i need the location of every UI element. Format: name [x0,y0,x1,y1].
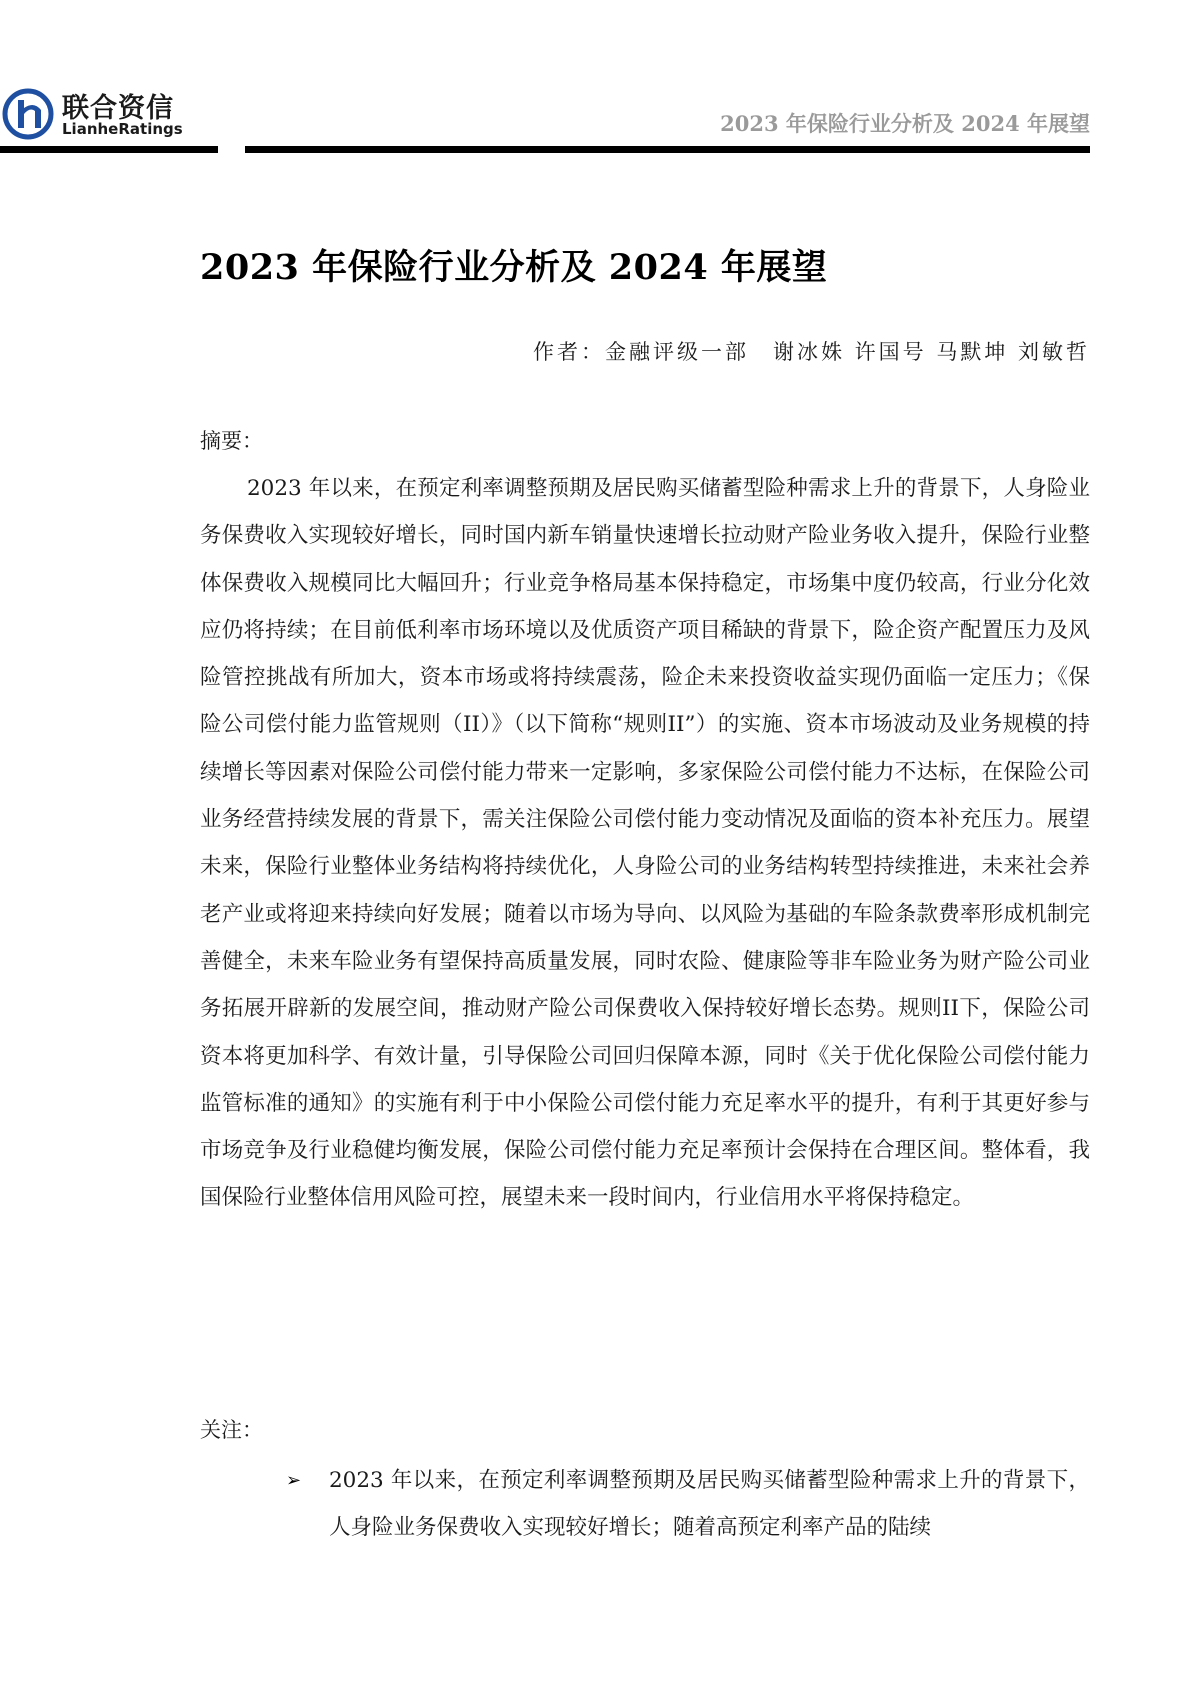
lianhe-ratings-logo [2,88,202,142]
abstract-label: 摘要： [200,429,263,453]
list-item [286,1457,1090,1551]
logo-english-text: LianheRatings [62,120,183,138]
page-header [0,0,1200,160]
focus-list [286,1457,1090,1551]
focus-item-text: 2023 年以来，在预定利率调整预期及居民购买储蓄型险种需求上升的背景下，人身险业务保费收入实现较好增长；随着高预定利率产品的陆续 [329,1468,1090,1540]
header-rule-right [245,146,1090,153]
abstract-paragraph: 2023 年以来，在预定利率调整预期及居民购买储蓄型险种需求上升的背景下，人身险业务保费收入实现较好增长，同时国内新车销量快速增长拉动财产险业务收入提升，保险行业整体保费收入规模同比大幅回升；行业竞争格局基本保持稳定，市场集中度仍较高，行业分化效应仍将持续；在目前低利率市场环境以及优质资产项目稀缺的背景下，险企资产配置压力及风险管控挑战有所加大，资本市场或将持续震荡，险企未来投资收益实现仍面临一定压力；《保险公司偿付能力监管规则（II）》（以下简称“规则II”）的实施、资本市场波动及业务规模的持续增长等因素对保险公司偿付能力带来一定影响，多家保险公司偿付能力不达标，在保险公司业务经营持续发展的背景下，需关注保险公司偿付能力变动情况及面临的资本补充压力。展望未来，保险行业整体业务结构将持续优化，人身险公司的业务结构转型持续推进，未来社会养老产业或将迎来持续向好发展；随着以市场为导向、以风险为基础的车险条款费率形成机制完善健全，未来车险业务有望保持高质量发展，同时农险、健康险等非车险业务为财产险公司业务拓展开辟新的发展空间，推动财产险公司保费收入保持较好增长态势。规则II下，保险公司资本将更加科学、有效计量，引导保险公司回归保障本源，同时《关于优化保险公司偿付能力监管标准的通知》的实施有利于中小保险公司偿付能力充足率水平的提升，有利于其更好参与市场竞争及行业稳健均衡发展，保险公司偿付能力充足率预计会保持在合理区间。整体看，我国保险行业整体信用风险可控，展望未来一段时间内，行业信用水平将保持稳定。 [200,476,1090,1211]
document-title: 2023 年保险行业分析及 2024 年展望 [200,247,828,288]
header-rule-left [0,146,218,153]
logo-chinese-text: 联合资信 [62,93,174,124]
authors-line: 作者：金融评级一部 谢冰姝 许国号 马默坤 刘敏哲 [532,340,1090,364]
running-header-title: 2023 年保险行业分析及 2024 年展望 [720,111,1090,136]
focus-label: 关注： [200,1418,263,1442]
arrow-right-icon: ➢ [286,1470,302,1491]
lianhe-logo-icon [2,88,54,140]
